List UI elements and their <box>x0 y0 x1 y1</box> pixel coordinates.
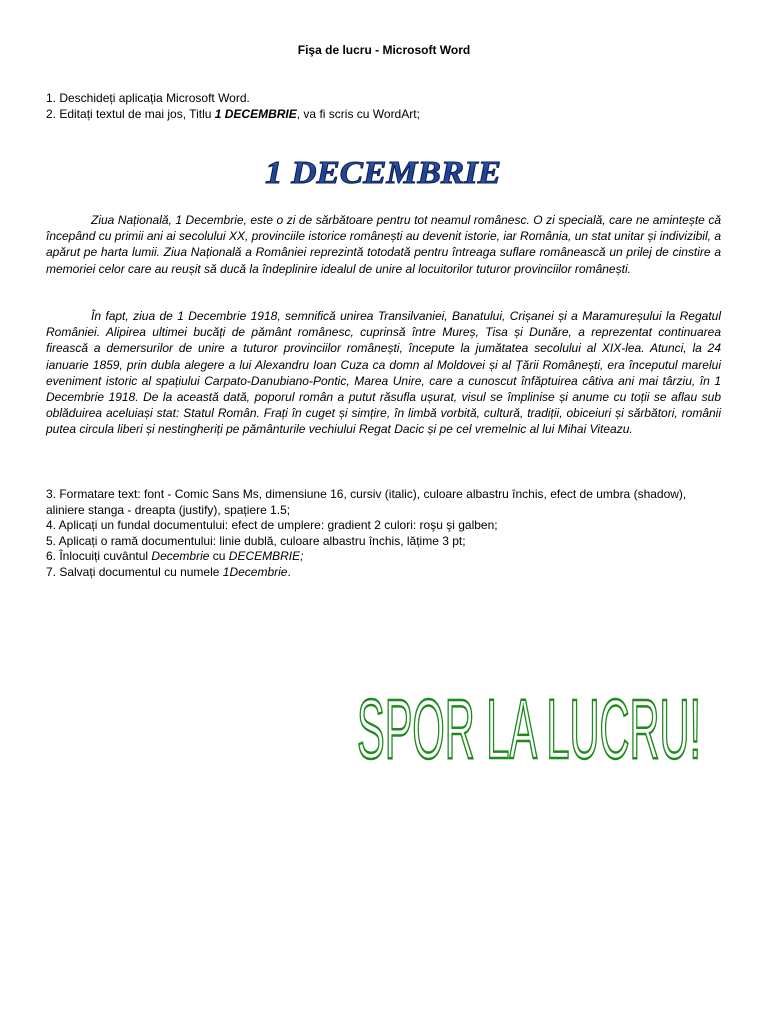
instructions-bottom <box>46 487 726 580</box>
paragraph-1: Ziua Națională, 1 Decembrie, este o zi de sărbătoare pentru tot neamul românesc. O zi specială, care ne amintește că începând cu primii ani ai secolului XX, provinciile istorice românești au devenit istorie, iar România, un stat unitar și indivizibil, a apărut pe harta lumii. Ziua Națională a României reprezintă totodată pentru întreaga suflare românească un prilej de cinstire a memoriei celor care au reușit să ducă la îndeplinire idealul de unire al locuitorilor tuturor provinciilor românești. <box>46 213 721 276</box>
step-4: 4. Aplicați un fundal documentului: efect de umplere: gradient 2 culori: roşu şi galben; <box>46 518 498 532</box>
instructions-top <box>46 91 726 122</box>
step-7: 7. Salvați documentul cu numele 1Decembrie. <box>46 564 291 579</box>
step-2: 2. Editați textul de mai jos, Titlu 1 DECEMBRIE, va fi scris cu WordArt; <box>46 106 420 121</box>
step-1: 1. Deschideți aplicația Microsoft Word. <box>46 91 250 105</box>
step-6: 6. Înlocuiți cuvântul Decembrie cu DECEMBRIE; <box>46 549 304 563</box>
step-2-title-emphasis: 1 DECEMBRIE <box>214 106 297 121</box>
wordart-title <box>258 147 508 195</box>
wordart-title-text: 1 DECEMBRIE <box>265 154 501 190</box>
spor-la-lucru-text: SPOR LA LUCRU! <box>357 682 701 772</box>
paragraph-2: În fapt, ziua de 1 Decembrie 1918, semnifică unirea Transilvaniei, Banatului, Crișanei și a Maramureșului la Regatul României. Alipirea ultimei bucăți de pământ românesc, cuprinsă între Mureș, Tisa și Dunăre, a reprezentat continuarea firească a demersurilor de unire a tuturor provinciilor românești, începute la jumătatea secolului al XIX-lea. Atunci, la 24 ianuarie 1859, prin dubla alegere a lui Alexandru Ioan Cuza ca domn al Moldovei și al Țării Românești, era începutul marelui eveniment istoric al spațiului Carpato-Danubiano-Pontic, Marea Unire, care a cunoscut înfăptuirea câtiva ani mai târziu, în 1 Decembrie 1918. De la această dată, poporul român a putut răsufla ușurat, visul se împlinise și anume cu toții se aflau sub oblăduirea aceluiași stat: Statul Român. Frați în cuget și simțire, în limbă vorbită, cultură, tradiții, obiceiuri și sărbători, românii putea circula liberi și nestingheriți pe pământurile vechiului Regat Dacic și pe cel vremelnic al lui Mihai Viteazu. <box>46 309 721 437</box>
step-5: 5. Aplicați o ramă documentului: linie dublă, culoare albastru închis, lățime 3 pt; <box>46 533 466 548</box>
document-title: Fişa de lucru - Microsoft Word <box>297 43 471 57</box>
step-3: 3. Formatare text: font - Comic Sans Ms, dimensiune 16, cursiv (italic), culoare albastru închis, efect de umbra (shadow), aliniere stanga - dreapta (justify), spațiere 1.5; <box>46 487 687 517</box>
wordart-spor-la-lucru <box>355 672 705 772</box>
